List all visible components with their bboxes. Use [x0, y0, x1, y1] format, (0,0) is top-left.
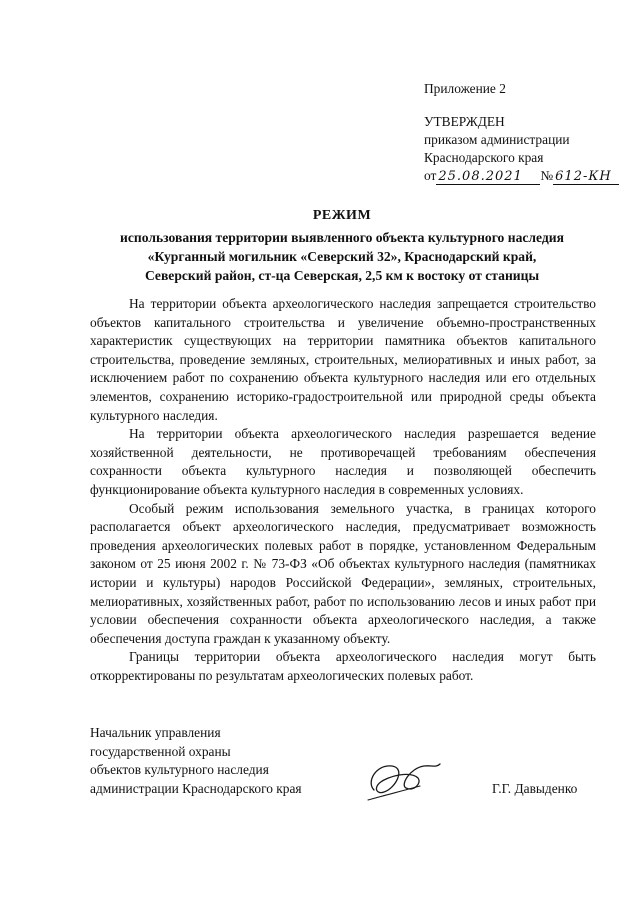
paragraph-2: На территории объекта археологического наследия разрешается ведение хозяйственной деятельности, не противоречащей требованиям обеспечения сохранности объекта культурного наследия и позволяющей обеспечить функционирование объекта культурного наследия в современных условиях.: [90, 426, 596, 497]
approval-line-2: Краснодарского края: [424, 150, 544, 165]
paragraph-4: Границы территории объекта археологического наследия могут быть откорректированы по результатам археологических полевых работ.: [90, 649, 596, 683]
number-sign: №: [540, 168, 554, 183]
title-line-2: использования территории выявленного объекта культурного наследия: [120, 230, 564, 245]
signatory-block: [90, 724, 600, 798]
approval-line-1: приказом администрации: [424, 132, 570, 147]
handwritten-date: 25.08.2021: [436, 170, 540, 185]
date-prefix: от: [424, 168, 437, 183]
signatory-position-1: Начальник управления: [90, 725, 221, 740]
signatory-name: Г.Г. Давыденко: [492, 780, 578, 796]
approval-block: [424, 80, 624, 185]
signatory-position-2: государственной охраны: [90, 743, 231, 759]
paragraph-3: Особый режим использования земельного участка, в границах которого располагается объект археологического наследия, предусматривает возможность проведения археологических полевых работ в порядке, установленном Федеральным законом от 25 июня 2002 г. № 73-ФЗ «Об объектах культурного наследия (памятниках истории и культуры) народов Российской Федерации», земляных, строительных, мелиоративных, хозяйственных работ, работ по использованию лесов и иных работ при условии обеспечения сохранности объекта археологического наследия, а также обеспечения доступа граждан к указанному объекту.: [90, 500, 596, 646]
title-line-4: Северский район, ст-ца Северская, 2,5 км к востоку от станицы: [144, 268, 540, 283]
appendix-label: Приложение 2: [424, 81, 506, 96]
signatory-position-4: администрации Краснодарского края: [90, 780, 302, 796]
handwritten-signature: [362, 756, 442, 806]
approval-date-line: [424, 167, 624, 185]
signatory-position-3: объектов культурного наследия: [90, 762, 269, 778]
approved-label: УТВЕРЖДЕН: [424, 114, 505, 129]
document-title: [88, 206, 596, 285]
title-regime: РЕЖИМ: [312, 208, 372, 223]
document-body: [90, 295, 596, 685]
paragraph-1: На территории объекта археологического наследия запрещается строительство объектов капитального строительства и увеличение объемно-пространственных характеристик существующих на территории памятника объектов капитального строительства, проведение земляных, строительных, мелиоративных и иных работ, за исключением работ по сохранению объекта культурного наследия или его отдельных элементов, сохранению историко-градостроительной или природной среды объекта культурного наследия.: [90, 296, 596, 423]
title-line-3: «Курганный могильник «Северский 32», Краснодарский край,: [147, 249, 537, 264]
handwritten-number: 612-КН: [553, 170, 619, 185]
